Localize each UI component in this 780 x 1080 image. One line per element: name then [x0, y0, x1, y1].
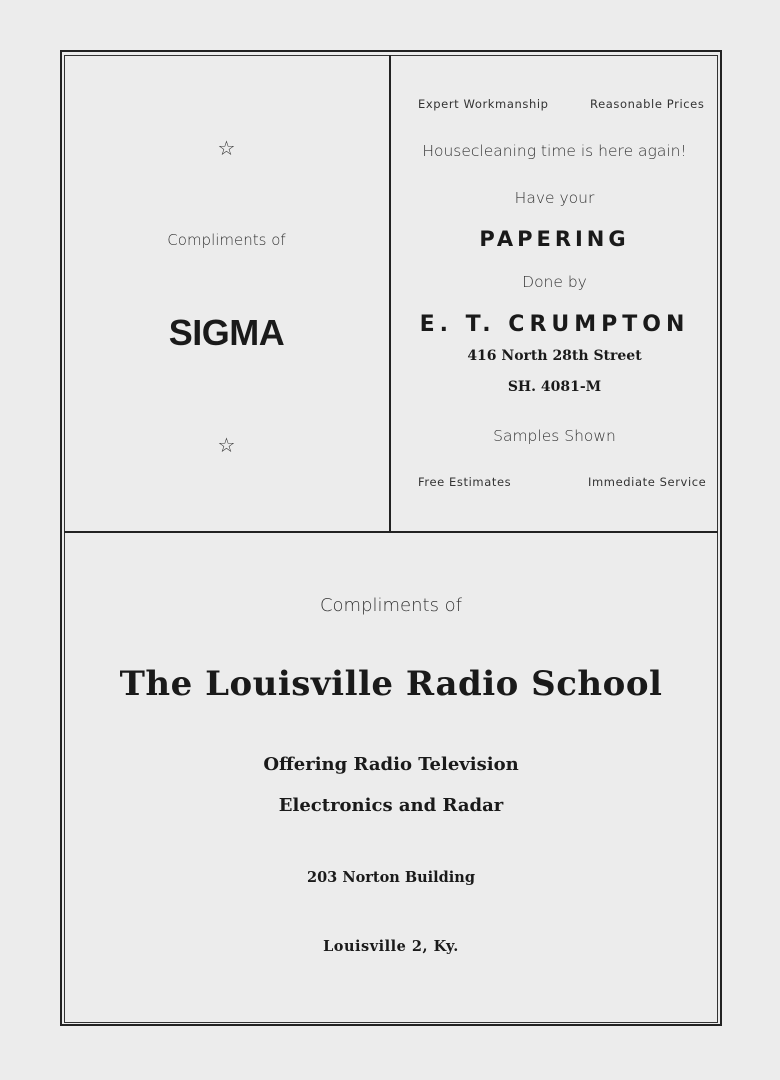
radio-school-name: The Louisville Radio School	[119, 664, 663, 704]
tag-free-estimates: Free Estimates	[418, 475, 512, 489]
star-icon: ☆	[217, 136, 236, 160]
papering-headline: Housecleaning time is here again!	[422, 142, 687, 160]
radio-address: 203 Norton Building	[307, 869, 475, 886]
tag-reasonable-prices: Reasonable Prices	[590, 97, 705, 111]
papering-done-by: Done by	[522, 273, 587, 291]
papering-address: 416 North 28th Street	[467, 348, 642, 364]
papering-service: PAPERING	[479, 227, 630, 251]
tag-immediate-service: Immediate Service	[588, 475, 707, 489]
horizontal-divider	[64, 531, 718, 533]
papering-have-your: Have your	[514, 189, 595, 207]
radio-compliments: Compliments of	[319, 595, 463, 616]
radio-offering-line1: Offering Radio Television	[263, 754, 519, 775]
tag-expert-workmanship: Expert Workmanship	[418, 97, 549, 111]
radio-city: Louisville 2, Ky.	[323, 938, 459, 955]
sigma-compliments: Compliments of	[167, 231, 286, 249]
vertical-divider	[389, 55, 391, 531]
papering-name: E. T. CRUMPTON	[419, 312, 690, 337]
star-icon: ☆	[217, 433, 236, 457]
sigma-name: SIGMA	[168, 312, 285, 353]
papering-phone: SH. 4081-M	[507, 379, 602, 395]
radio-offering-line2: Electronics and Radar	[278, 795, 504, 816]
papering-samples: Samples Shown	[493, 427, 616, 445]
